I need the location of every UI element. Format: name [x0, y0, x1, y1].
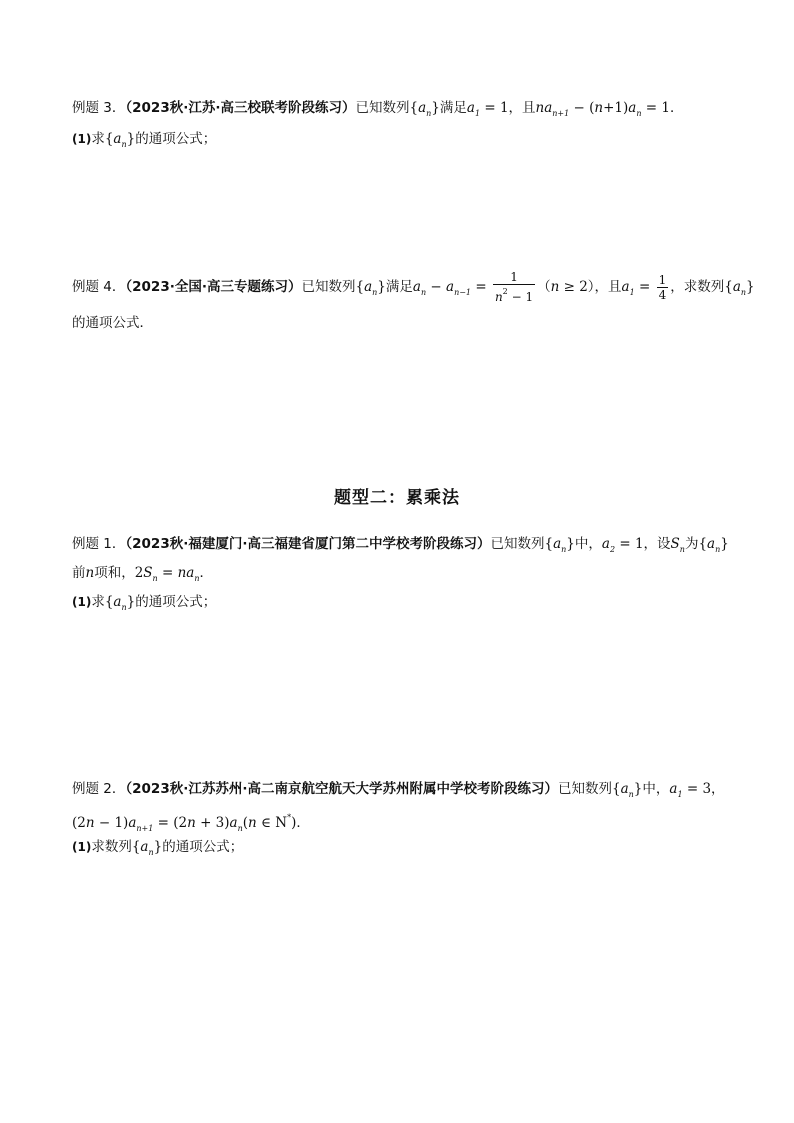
example-text: 满足	[439, 100, 467, 116]
example-text: ．	[669, 100, 684, 116]
example-text: ，求数列	[670, 279, 725, 295]
math-sequence: $\{a_n\}$	[611, 781, 643, 799]
math-sequence: $\{a_n\}$	[544, 536, 575, 554]
example-2-part1	[72, 837, 734, 863]
part-text: 求	[91, 594, 105, 610]
example-text: 为	[684, 536, 699, 552]
example-1-line1	[72, 534, 734, 560]
math-condition: n ≥ 2	[550, 279, 588, 295]
example-source: （2023秋·福建厦门·高三福建省厦门第二中学校考阶段练习）	[125, 536, 491, 552]
math-initial: $a_1 = 1$	[466, 100, 509, 118]
example-text: 已知数列	[490, 536, 545, 552]
math-sum: $S_n$	[670, 536, 685, 554]
example-text: ，且	[508, 100, 536, 116]
example-label: 例题 3．	[72, 100, 126, 116]
example-4-line2	[72, 313, 734, 333]
example-text: 已知数列	[301, 279, 356, 295]
part-text: 的通项公式；	[135, 594, 217, 610]
math-sequence: $\{a_n\}$	[698, 536, 729, 554]
math-sequence: $\{a_n\}$	[724, 279, 755, 297]
example-3-part1	[72, 129, 734, 155]
math-initial: $a_1 = 3$	[669, 781, 712, 799]
part-text: 的通项公式；	[135, 131, 217, 147]
part-number: (1)	[72, 132, 92, 146]
part-text: 求	[91, 131, 105, 147]
part-number: (1)	[72, 595, 92, 609]
math-initial: $a_1$ =	[621, 279, 655, 297]
part-text: 的通项公式；	[162, 839, 244, 855]
math-recurrence: $na_{n+1} - (n+1)a_n = 1$	[535, 100, 670, 118]
example-text: 项和，	[94, 565, 135, 581]
example-1-line2	[72, 563, 734, 589]
example-label: 例题 4．	[72, 279, 126, 295]
example-text: ．	[199, 565, 214, 581]
example-text: 前	[72, 565, 86, 581]
example-text: 中，	[642, 781, 670, 797]
example-source: （2023·全国·高三专题练习）	[125, 279, 302, 295]
math-recurrence: $(2n - 1)a_{n+1} = (2n + 3)a_n(n$ ∈ N*)	[72, 813, 297, 833]
math-sequence: $\{a_n\}$	[355, 279, 386, 297]
example-source: （2023秋·江苏苏州·高二南京航空航天大学苏州附属中学校考阶段练习）	[125, 781, 558, 797]
example-1-part1	[72, 592, 734, 618]
example-text: ，	[711, 781, 725, 797]
math-sequence: $\{a_n\}$	[104, 594, 136, 612]
math-relation: $2S_n = na_n$	[134, 565, 200, 583]
example-label: 例题 2．	[72, 781, 126, 797]
part-number: (1)	[72, 840, 92, 854]
example-text: 已知数列	[355, 100, 410, 116]
example-2-line1	[72, 779, 734, 805]
example-text: ），且	[587, 279, 622, 295]
example-source: （2023秋·江苏·高三校联考阶段练习）	[125, 100, 356, 116]
math-sequence: $\{a_n\}$	[104, 131, 136, 149]
math-var: n	[85, 565, 95, 581]
math-initial: $a_2 = 1$	[601, 536, 644, 554]
example-text: （	[537, 279, 551, 295]
example-4-line1	[72, 270, 755, 304]
example-3-line1	[72, 98, 734, 124]
section-title: 题型二：累乘法	[334, 488, 460, 508]
math-fraction: $\frac{1}{4}$	[658, 272, 667, 302]
example-label: 例题 1．	[72, 536, 126, 552]
example-text: ．	[296, 815, 310, 831]
math-recurrence: $a_n - a_{n-1}$ =	[412, 279, 491, 297]
math-sequence: $\{a_n\}$	[409, 100, 440, 118]
example-text: ，设	[643, 536, 671, 552]
example-text: 满足	[385, 279, 413, 295]
part-text: 求数列	[91, 839, 132, 855]
example-text: 的通项公式．	[72, 315, 153, 331]
math-sequence: $\{a_n\}$	[131, 839, 163, 857]
example-text: 中，	[574, 536, 602, 552]
example-text: 已知数列	[557, 781, 612, 797]
math-fraction: $\frac{1}{n^2 - 1}$	[494, 270, 534, 304]
example-2-line2	[72, 808, 734, 839]
